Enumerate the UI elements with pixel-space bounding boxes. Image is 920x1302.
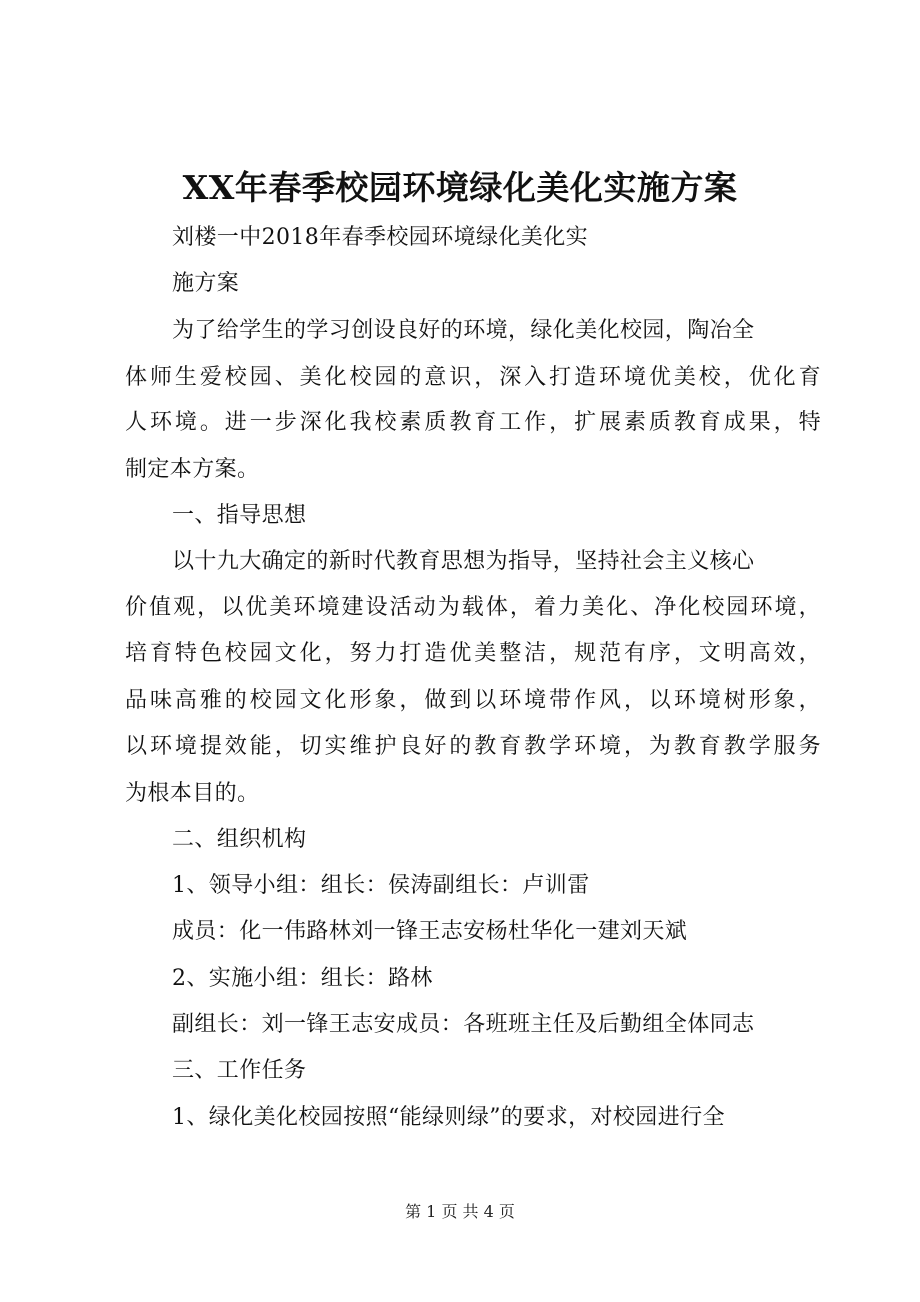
section-heading-2: 二、组织机构 [172, 827, 307, 852]
paragraph-guidance-line-6: 为根本目的。 [125, 781, 260, 806]
task-line-1: 1、绿化美化校园按照“能绿则绿”的要求，对校园进行全 [172, 1105, 725, 1130]
leadership-group-line: 1、领导小组：组长：侯涛副组长：卢训雷 [172, 873, 590, 898]
paragraph-guidance-line-4: 品味高雅的校园文化形象，做到以环境带作风，以环境树形象， [125, 688, 821, 713]
section-heading-3: 三、工作任务 [172, 1058, 307, 1083]
paragraph-guidance-line-3: 培育特色校园文化，努力打造优美整洁，规范有序，文明高效， [125, 641, 821, 666]
paragraph-guidance-line-1: 以十九大确定的新时代教育思想为指导，坚持社会主义核心 [172, 549, 755, 574]
paragraph-intro-line-3: 人环境。进一步深化我校素质教育工作，扩展素质教育成果，特 [125, 410, 821, 435]
deputy-leader-line: 副组长：刘一锋王志安成员：各班班主任及后勤组全体同志 [172, 1012, 755, 1037]
page-footer: 第 1 页 共 4 页 [405, 1202, 515, 1221]
subtitle-line-1: 刘楼一中2018年春季校园环境绿化美化实 [172, 225, 588, 250]
members-line: 成员：化一伟路林刘一锋王志安杨杜华化一建刘天斌 [172, 919, 688, 944]
paragraph-intro-line-4: 制定本方案。 [125, 457, 260, 482]
section-heading-1: 一、指导思想 [172, 503, 307, 528]
document-title: XX年春季校园环境绿化美化实施方案 [182, 168, 738, 207]
subtitle-line-2: 施方案 [172, 271, 240, 296]
paragraph-guidance-line-5: 以环境提效能，切实维护良好的教育教学环境，为教育教学服务 [125, 734, 821, 759]
implementation-group-line: 2、实施小组：组长：路林 [172, 966, 433, 991]
paragraph-guidance-line-2: 价值观，以优美环境建设活动为载体，着力美化、净化校园环境， [125, 595, 821, 620]
paragraph-intro-line-1: 为了给学生的学习创设良好的环境，绿化美化校园，陶冶全 [172, 318, 755, 343]
paragraph-intro-line-2: 体师生爱校园、美化校园的意识，深入打造环境优美校，优化育 [125, 365, 821, 390]
